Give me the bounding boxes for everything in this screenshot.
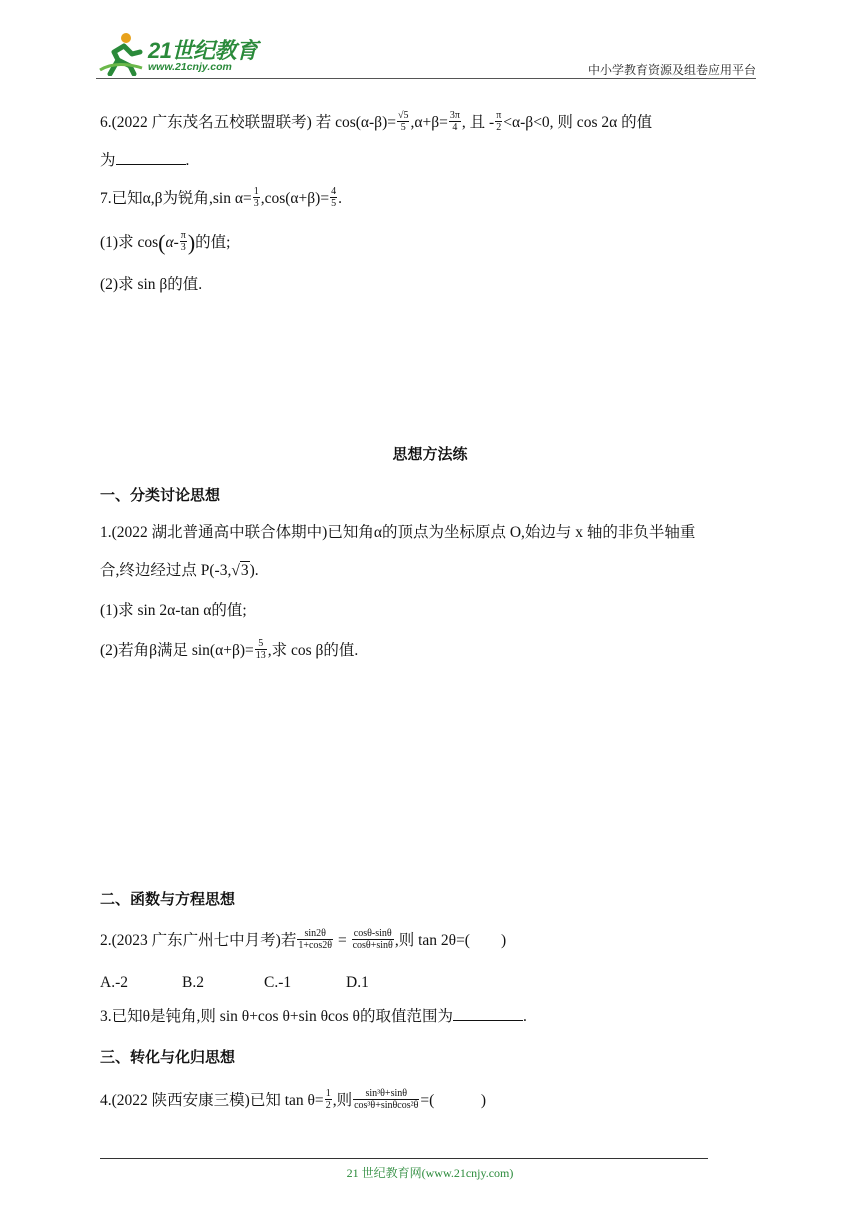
fraction: $\frac{\cos\theta-\sin\theta}{\cos\theta+\sin\theta}$ xyxy=(352,928,393,951)
fraction: $\frac{\pi}{2}$ xyxy=(496,110,502,133)
fraction: $\frac{1}{2}$ xyxy=(325,1088,331,1111)
question-6-line1: 6.(2022 广东茂名五校联盟联考) 若 cos(α-β)= $\frac{√5}{5}$ ,α+β= $\frac{3\pi}{4}$ , 且 - $\frac{\pi}{2}$ <α-β<0, 则 cos 2α 的值 xyxy=(100,110,653,133)
fraction: $\frac{√5}{5}$ xyxy=(397,110,409,133)
choice-d[interactable]: D.1 xyxy=(346,974,369,991)
footer-divider xyxy=(100,1158,708,1159)
question-7: 7.已知α,β为锐角,sin α= $\frac{1}{3}$ ,cos(α+β)= $\frac{4}{5}$ . xyxy=(100,186,342,209)
heading-transformation: 三、转化与化归思想 xyxy=(100,1048,236,1066)
fraction: $\frac{4}{5}$ xyxy=(331,186,337,209)
choice-a[interactable]: A.-2 xyxy=(100,974,128,991)
s2-question-3: 3.已知θ是钝角,则 sin θ+cos θ+sin θcos θ的取值范围为 . xyxy=(100,1008,527,1025)
sqrt: √3 xyxy=(231,562,249,579)
runner-logo-icon xyxy=(96,30,146,76)
fraction: $\frac{\pi}{3}$ xyxy=(180,230,186,253)
header-tagline: 中小学教育资源及组卷应用平台 xyxy=(587,63,756,77)
fraction: $\frac{1}{3}$ xyxy=(253,186,259,209)
s2-question-2: 2.(2023 广东广州七中月考)若 $\frac{\sin 2\theta}{1+\cos 2\theta}$ = $\frac{\cos\theta-\sin\theta}{\cos\theta+\sin\theta}$ ,则 tan 2θ=( ) xyxy=(100,928,507,951)
answer-blank[interactable] xyxy=(453,1006,523,1021)
question-7-part2: (2)求 sin β的值. xyxy=(100,276,203,293)
choice-b[interactable]: B.2 xyxy=(182,974,204,991)
s3-question-4: 4.(2022 陕西安康三模)已知 tan θ= $\frac{1}{2}$ ,则 $\frac{\text{sin³θ+sinθ}}{\text{cos³θ+sinθcos²θ}}$ =( ) xyxy=(100,1088,486,1111)
fraction: $\frac{\text{sin³θ+sinθ}}{\text{cos³θ+sinθcos²θ}}$ xyxy=(354,1088,419,1111)
s1-question-1-part1: (1)求 sin 2α-tan α的值; xyxy=(100,602,247,619)
choice-c[interactable]: C.-1 xyxy=(264,974,292,991)
s1-question-1-line1: 1.(2022 湖北普通高中联合体期中)已知角α的顶点为坐标原点 O,始边与 x 轴的非负半轴重 xyxy=(100,524,696,541)
fraction: $\frac{5}{13}$ xyxy=(255,638,266,661)
section-title: 思想方法练 xyxy=(392,445,468,463)
logo-text: 21世纪教育 xyxy=(148,38,258,63)
s1-question-1-line2: 合,终边经过点 P(-3,√3). xyxy=(100,560,259,582)
header-divider xyxy=(96,78,756,79)
site-logo[interactable] xyxy=(96,30,296,78)
question-6-line2: 为 . xyxy=(100,152,190,169)
footer-link[interactable]: 21 世纪教育网(www.21cnjy.com) xyxy=(346,1166,514,1180)
question-7-part1: (1)求 cos(α- $\frac{\pi}{3}$ )的值; xyxy=(100,229,231,255)
q6-text: 6.(2022 广东茂名五校联盟联考) 若 cos(α-β)= xyxy=(100,114,396,132)
logo-url: www.21cnjy.com xyxy=(148,61,232,73)
s2-question-2-choices xyxy=(100,972,428,994)
fraction: $\frac{\sin 2\theta}{1+\cos 2\theta}$ xyxy=(298,928,333,951)
fraction: $\frac{3\pi}{4}$ xyxy=(449,110,460,133)
s1-question-1-part2: (2)若角β满足 sin(α+β)= $\frac{5}{13}$ ,求 cos β的值. xyxy=(100,638,359,661)
answer-blank[interactable] xyxy=(116,150,186,165)
heading-classification: 一、分类讨论思想 xyxy=(100,486,221,504)
heading-function-equation: 二、函数与方程思想 xyxy=(100,890,236,908)
page-header xyxy=(96,30,756,82)
